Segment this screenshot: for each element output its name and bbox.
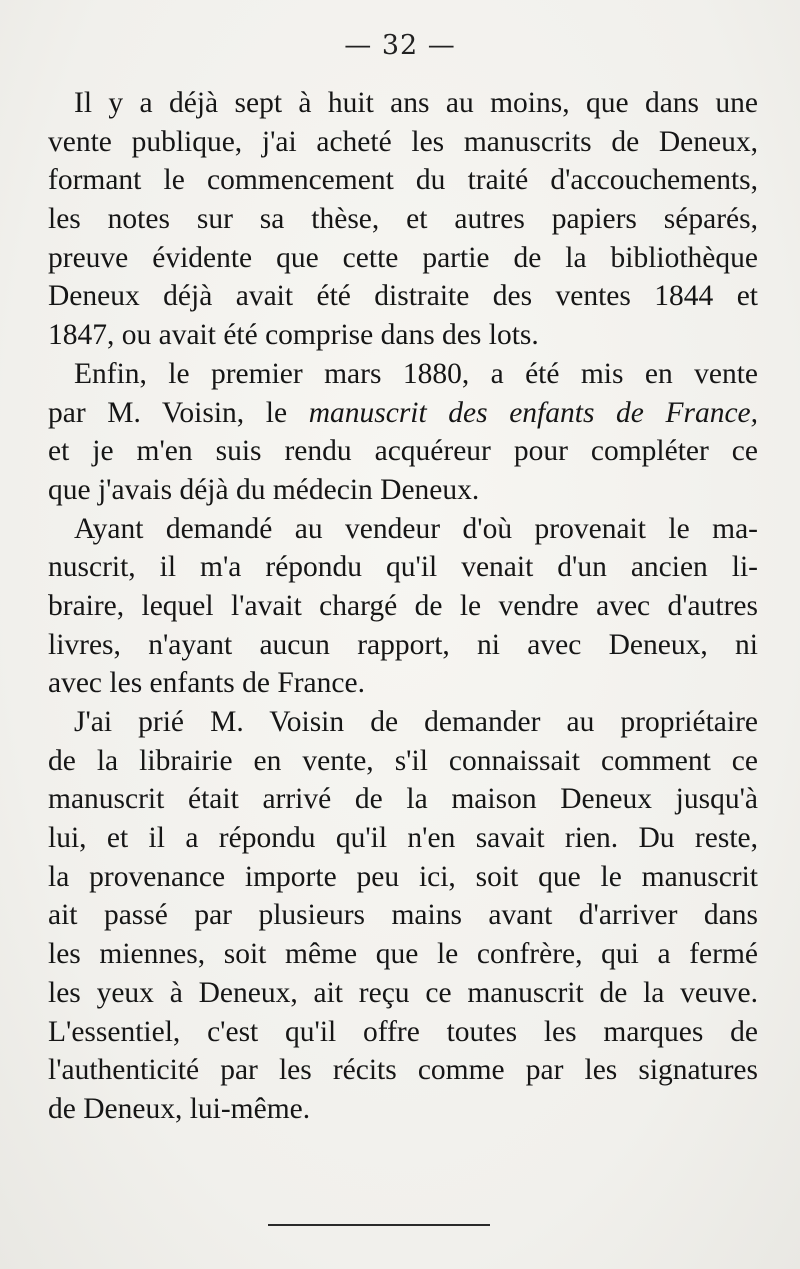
text-line: les yeux à Deneux, ait reçu ce manuscrit de la veuve.	[48, 976, 758, 1009]
text-line: les notes sur sa thèse, et autres papiers séparés,	[48, 203, 758, 236]
text-line: les miennes, soit même que le confrère, qui a fermé	[48, 938, 758, 971]
paragraph-2	[48, 355, 758, 510]
text-line: L'essentiel, c'est qu'il offre toutes les marques de	[48, 1015, 758, 1048]
text-line: nuscrit, il m'a répondu qu'il venait d'un ancien li-	[48, 551, 758, 584]
text-line: Enfin, le premier mars 1880, a été mis en vente	[74, 357, 758, 390]
text-line: preuve évidente que cette partie de la bibliothèque	[48, 241, 758, 274]
text-line: de la librairie en vente, s'il connaissait comment ce	[48, 744, 758, 777]
text-line: formant le commencement du traité d'accouchements,	[48, 164, 758, 197]
paragraph-3	[48, 510, 758, 703]
text-line: Deneux déjà avait été distraite des ventes 1844 et	[48, 280, 758, 313]
page-number: — 32 —	[344, 30, 456, 61]
text-line: avec les enfants de France.	[48, 667, 365, 700]
text-line: Il y a déjà sept à huit ans au moins, que dans une	[74, 87, 758, 119]
text-line: J'ai prié M. Voisin de demander au propriétaire	[74, 706, 758, 738]
text-line: 1847, ou avait été comprise dans des lots.	[48, 319, 539, 352]
text-line: livres, n'ayant aucun rapport, ni avec Deneux, ni	[48, 628, 758, 661]
text-fragment: par M. Voisin, le	[48, 396, 288, 429]
text-line: que j'avais déjà du médecin Deneux.	[48, 473, 480, 506]
paragraph-1	[48, 84, 758, 355]
text-line-with-italic	[48, 394, 758, 433]
closing-rule-divider	[268, 1224, 490, 1226]
text-line: ait passé par plusieurs mains avant d'arriver dans	[48, 899, 758, 932]
paragraph-4	[48, 703, 758, 1129]
text-line: de Deneux, lui-même.	[48, 1092, 311, 1125]
text-line: manuscrit était arrivé de la maison Deneux jusqu'à	[48, 783, 758, 816]
text-line: vente publique, j'ai acheté les manuscrits de Deneux,	[48, 125, 758, 158]
book-title-italic: manuscrit des enfants de France,	[308, 396, 758, 429]
text-line: braire, lequel l'avait chargé de le vendre avec d'autres	[48, 589, 758, 622]
text-line: et je m'en suis rendu acquéreur pour compléter ce	[48, 435, 758, 468]
text-line: la provenance importe peu ici, soit que le manuscrit	[48, 860, 758, 893]
body-text	[48, 84, 758, 1129]
text-line: Ayant demandé au vendeur d'où provenait le ma-	[74, 512, 758, 545]
text-line: l'authenticité par les récits comme par les signatures	[48, 1054, 758, 1087]
text-line: lui, et il a répondu qu'il n'en savait rien. Du reste,	[48, 822, 758, 855]
